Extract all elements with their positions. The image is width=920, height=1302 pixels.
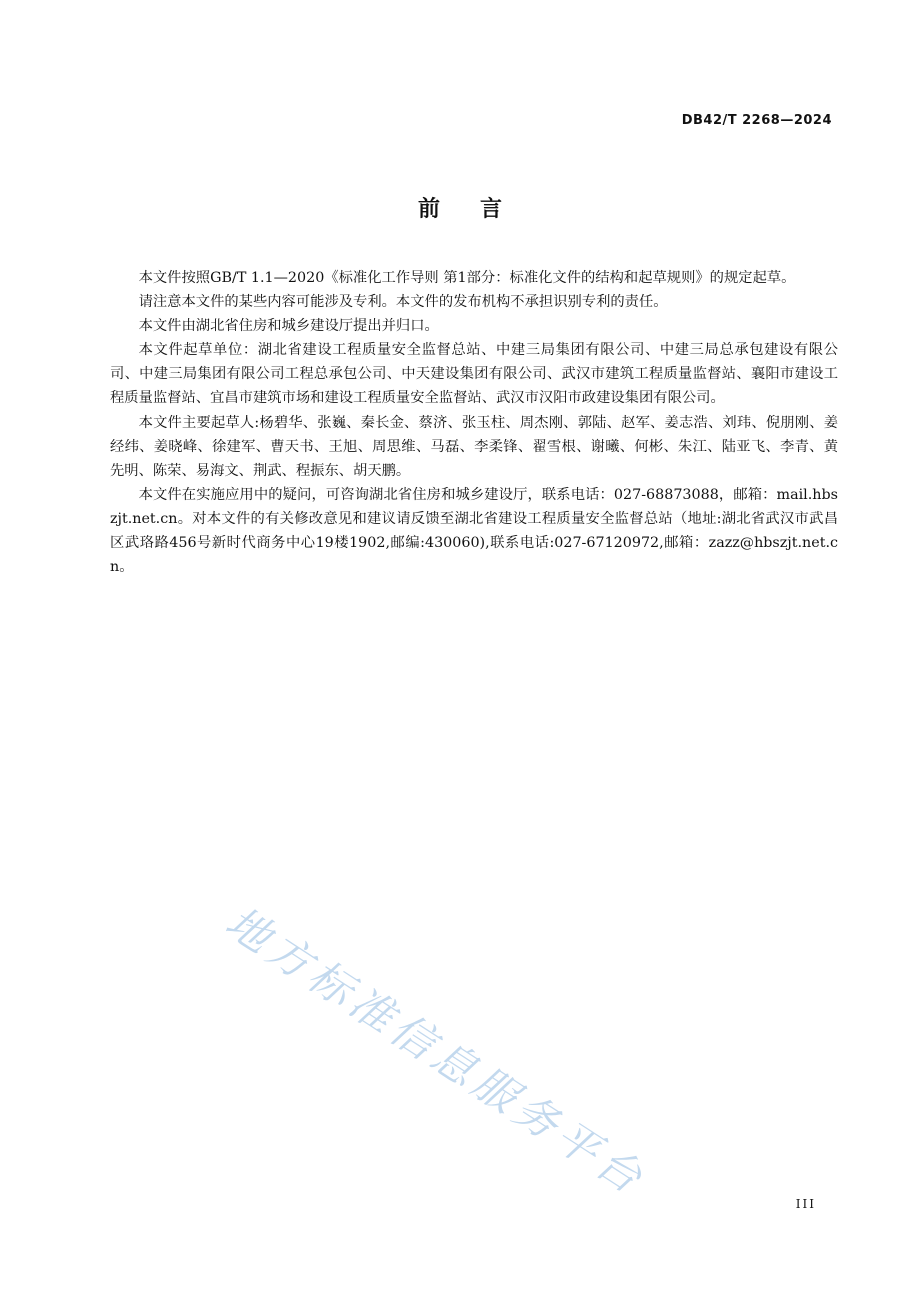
- foreword-body: [110, 266, 838, 579]
- paragraph-drafting-units: 本文件起草单位：湖北省建设工程质量安全监督总站、中建三局集团有限公司、中建三局总承包建设有限公司、中建三局集团有限公司工程总承包公司、中天建设集团有限公司、武汉市建筑工程质量监督站、襄阳市建设工程质量监督站、宜昌市建筑市场和建设工程质量安全监督站、武汉市汉阳市政建设集团有限公司。: [110, 342, 838, 407]
- page-title: 前言: [417, 197, 542, 222]
- paragraph-drafters: 本文件主要起草人:杨碧华、张巍、秦长金、蔡济、张玉柱、周杰刚、郭陆、赵军、姜志浩、刘玮、倪朋刚、姜经纬、姜晓峰、徐建军、曹天书、王旭、周思维、马磊、李柔锋、翟雪根、谢曦、何彬、朱江、陆亚飞、李青、黄先明、陈荣、易海文、荆武、程振东、胡天鹏。: [110, 414, 838, 479]
- watermark: 地方标准信息服务平台: [216, 897, 655, 1207]
- paragraph-contact: 本文件在实施应用中的疑问，可咨询湖北省住房和城乡建设厅，联系电话：027-68873088，邮箱：mail.hbszjt.net.cn。对本文件的有关修改意见和建议请反馈至湖北省建设工程质量安全监督总站（地址:湖北省武汉市武昌区武珞路456号新时代商务中心19楼1902,邮编:430060),联系电话:027-67120972,邮箱：zazz@hbszjt.net.cn。: [110, 486, 838, 576]
- document-code: DB42/T 2268—2024: [681, 113, 832, 128]
- paragraph-patent-notice: 请注意本文件的某些内容可能涉及专利。本文件的发布机构不承担识别专利的责任。: [138, 294, 668, 311]
- paragraph-drafting-rules: 本文件按照GB/T 1.1—2020《标准化工作导则 第1部分：标准化文件的结构和起草规则》的规定起草。: [138, 270, 796, 286]
- paragraph-proposer: 本文件由湖北省住房和城乡建设厅提出并归口。: [138, 318, 439, 335]
- page-number: III: [795, 1197, 816, 1211]
